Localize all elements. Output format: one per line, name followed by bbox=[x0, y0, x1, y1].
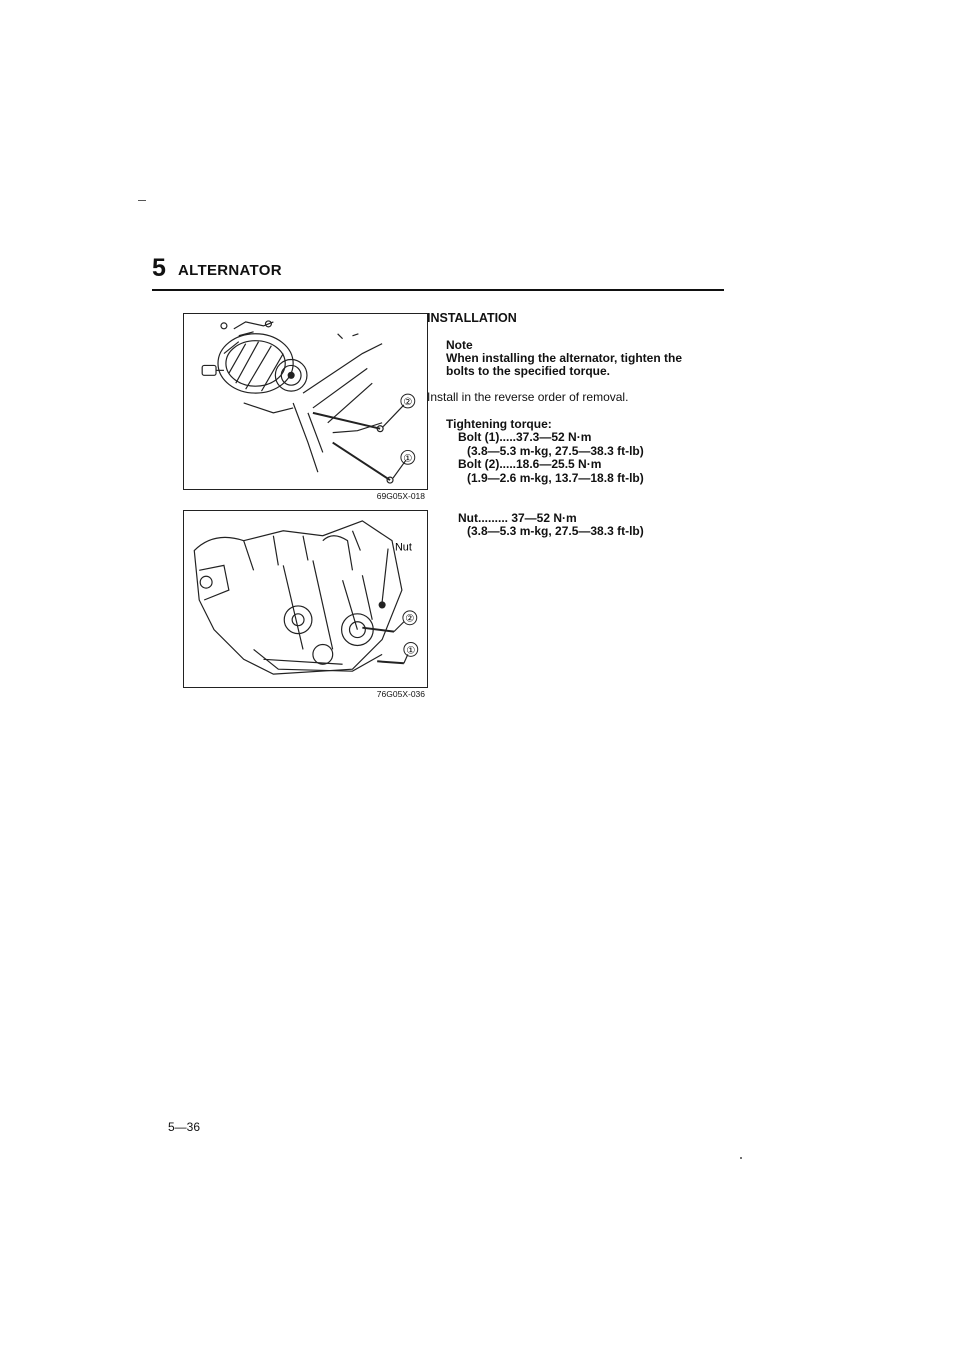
callout-1: ① bbox=[403, 453, 413, 465]
corner-dash-mark bbox=[138, 200, 146, 201]
section-number: 5 bbox=[152, 254, 166, 282]
note-text: When installing the alternator, tighten the bbox=[446, 351, 683, 365]
page-number: 5—36 bbox=[168, 1120, 201, 1134]
install-instruction: Install in the reverse order of removal. bbox=[427, 390, 629, 404]
torque-label: Tightening torque: bbox=[446, 417, 552, 431]
section-title: ALTERNATOR bbox=[178, 262, 282, 279]
figure-caption: 76G05X-036 bbox=[376, 689, 425, 699]
nut-spec-detail: (3.8—5.3 m-kg, 27.5—38.3 ft-lb) bbox=[467, 524, 644, 538]
callout-nut: Nut bbox=[394, 541, 412, 554]
callout-2: ② bbox=[405, 613, 415, 625]
header-rule bbox=[152, 289, 724, 291]
figure-alternator-bolts bbox=[183, 313, 428, 490]
bolt2-spec: Bolt (2).....18.6—25.5 N·m bbox=[458, 457, 602, 471]
figure-engine-nut bbox=[183, 510, 428, 688]
alternator-illustration bbox=[184, 314, 427, 489]
bolt2-spec-detail: (1.9—2.6 m-kg, 13.7—18.8 ft-lb) bbox=[467, 471, 644, 485]
corner-dot-mark bbox=[740, 1157, 742, 1159]
nut-spec: Nut......... 37—52 N·m bbox=[458, 511, 577, 525]
engine-illustration bbox=[184, 511, 427, 687]
callout-2: ② bbox=[403, 396, 413, 408]
bolt1-spec-detail: (3.8—5.3 m-kg, 27.5—38.3 ft-lb) bbox=[467, 444, 644, 458]
note-label: Note bbox=[446, 338, 473, 352]
note-text: bolts to the specified torque. bbox=[446, 364, 611, 378]
installation-heading: INSTALLATION bbox=[427, 311, 517, 325]
bolt1-spec: Bolt (1).....37.3—52 N·m bbox=[458, 430, 592, 444]
figure-caption: 69G05X-018 bbox=[376, 491, 425, 501]
callout-1: ① bbox=[406, 645, 416, 657]
